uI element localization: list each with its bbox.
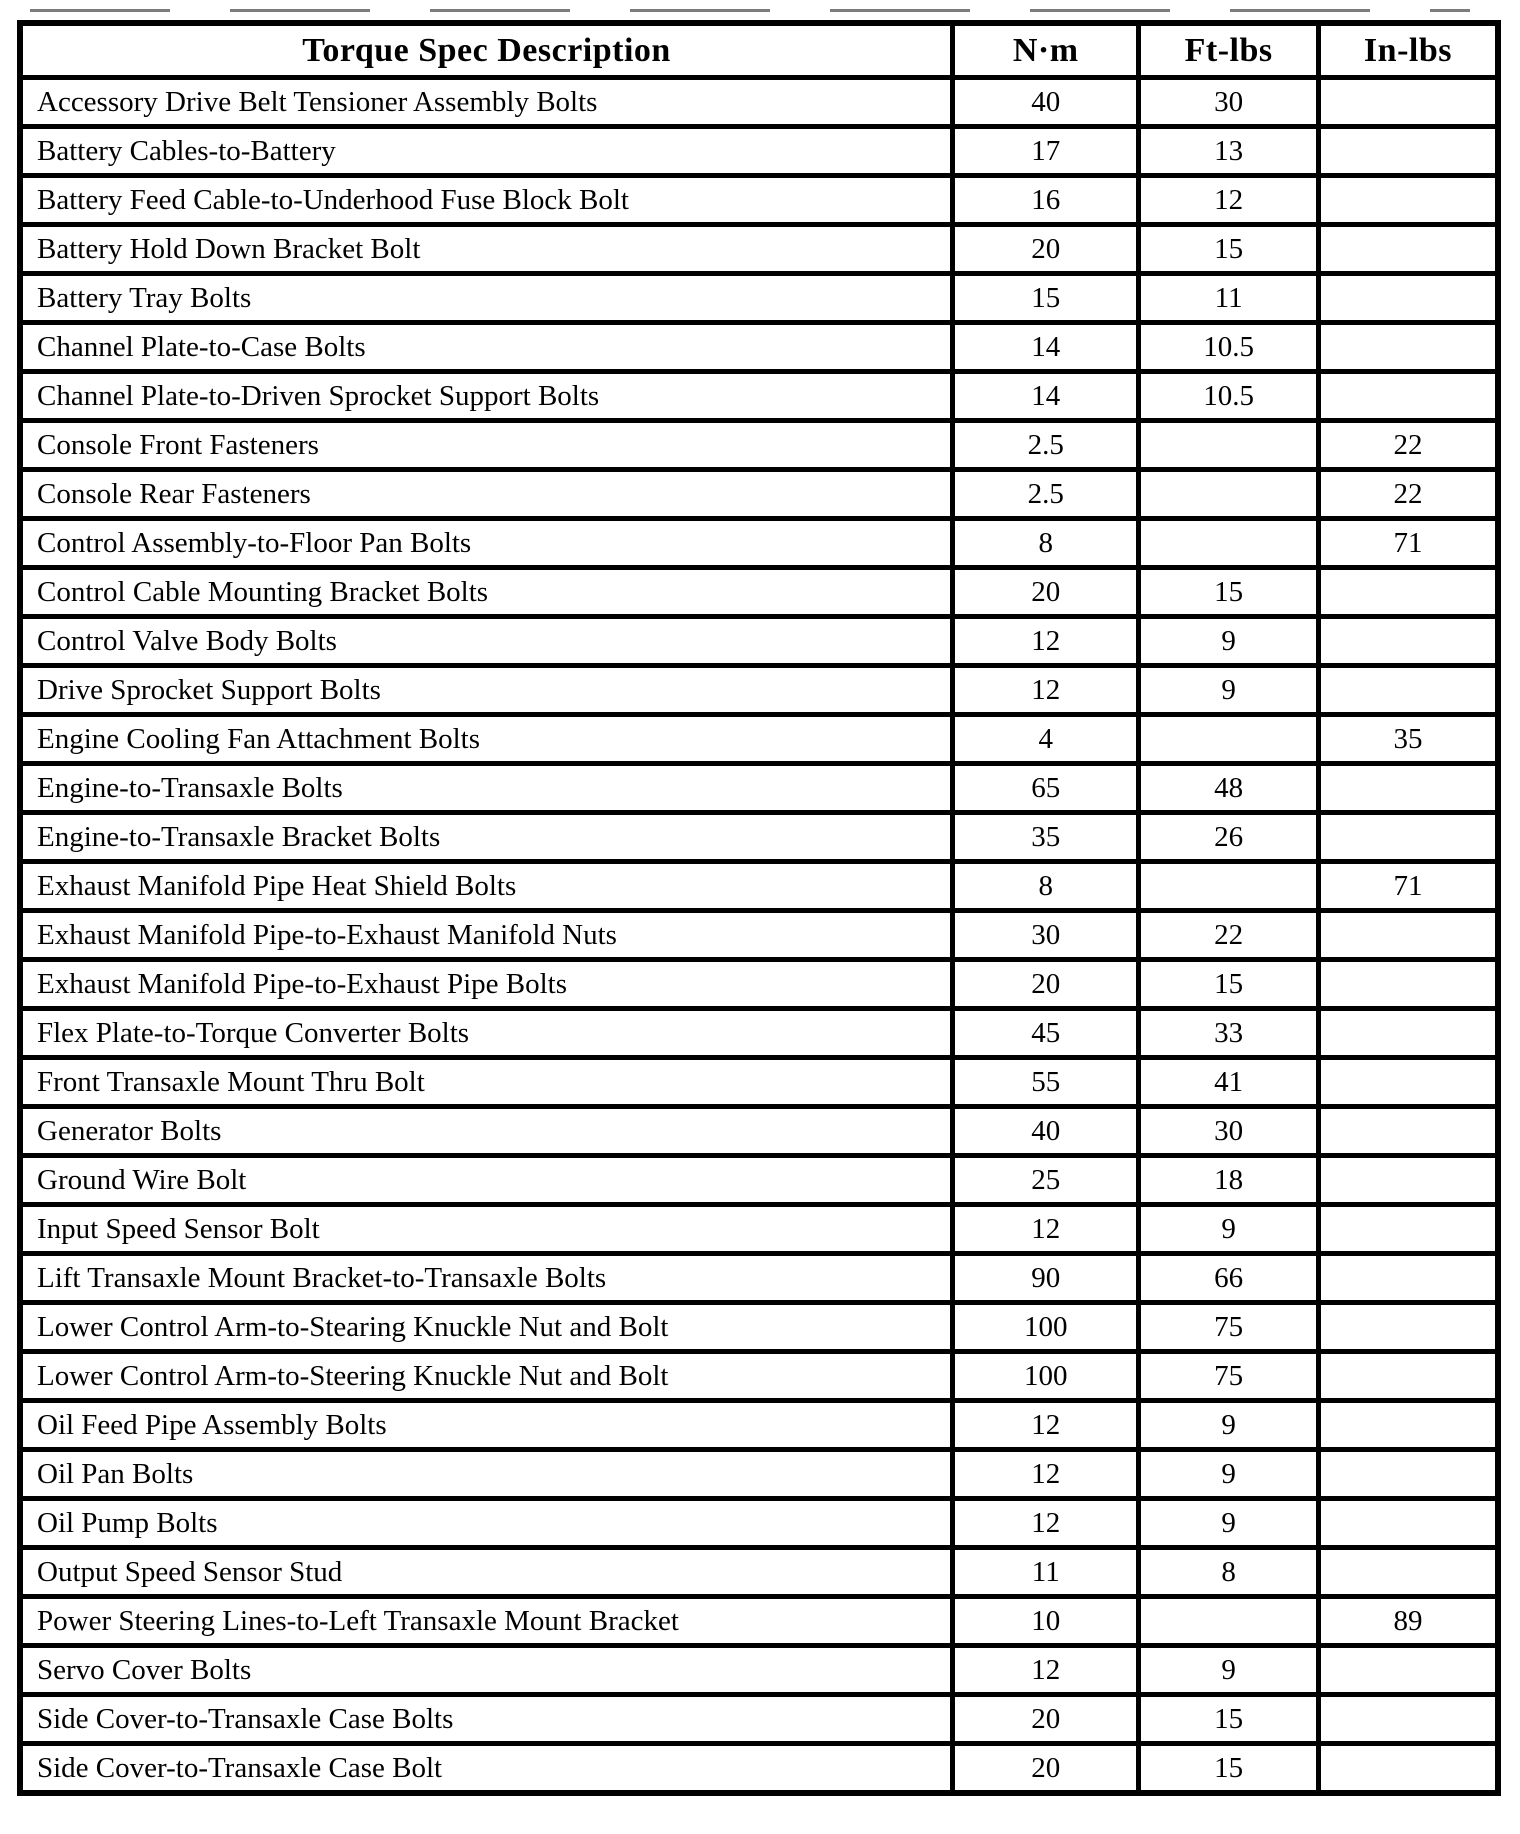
ftlbs-value-cell: 15 [1139, 225, 1319, 274]
spec-description-cell: Oil Feed Pipe Assembly Bolts [20, 1401, 953, 1450]
ftlbs-value-cell: 9 [1139, 666, 1319, 715]
ftlbs-value-cell: 11 [1139, 274, 1319, 323]
ftlbs-value-cell [1139, 421, 1319, 470]
ftlbs-value-cell: 30 [1139, 78, 1319, 127]
ftlbs-value-cell: 9 [1139, 1205, 1319, 1254]
inlbs-value-cell [1318, 911, 1498, 960]
inlbs-value-cell [1318, 372, 1498, 421]
table-row [20, 911, 1498, 960]
ftlbs-value-cell: 10.5 [1139, 323, 1319, 372]
table-row [20, 813, 1498, 862]
spec-description-cell: Engine Cooling Fan Attachment Bolts [20, 715, 953, 764]
table-row [20, 1646, 1498, 1695]
nm-value-cell: 20 [953, 1744, 1139, 1794]
inlbs-value-cell [1318, 1499, 1498, 1548]
spec-description-cell: Oil Pan Bolts [20, 1450, 953, 1499]
inlbs-value-cell [1318, 617, 1498, 666]
nm-value-cell: 40 [953, 1107, 1139, 1156]
table-row [20, 666, 1498, 715]
nm-value-cell: 12 [953, 617, 1139, 666]
inlbs-value-cell [1318, 1254, 1498, 1303]
inlbs-value-cell [1318, 274, 1498, 323]
spec-description-cell: Battery Hold Down Bracket Bolt [20, 225, 953, 274]
nm-value-cell: 12 [953, 1450, 1139, 1499]
inlbs-value-cell [1318, 1548, 1498, 1597]
nm-value-cell: 15 [953, 274, 1139, 323]
table-row [20, 78, 1498, 127]
inlbs-value-cell [1318, 323, 1498, 372]
spec-description-cell: Control Valve Body Bolts [20, 617, 953, 666]
inlbs-value-cell [1318, 1156, 1498, 1205]
ftlbs-value-cell: 15 [1139, 1744, 1319, 1794]
inlbs-value-cell [1318, 1401, 1498, 1450]
nm-value-cell: 14 [953, 323, 1139, 372]
table-row [20, 127, 1498, 176]
spec-description-cell: Front Transaxle Mount Thru Bolt [20, 1058, 953, 1107]
table-row [20, 176, 1498, 225]
table-row [20, 960, 1498, 1009]
nm-value-cell: 100 [953, 1303, 1139, 1352]
ftlbs-value-cell: 48 [1139, 764, 1319, 813]
nm-value-cell: 65 [953, 764, 1139, 813]
inlbs-value-cell [1318, 1450, 1498, 1499]
ftlbs-value-cell: 26 [1139, 813, 1319, 862]
nm-value-cell: 12 [953, 1205, 1139, 1254]
column-header-description: Torque Spec Description [20, 23, 953, 78]
spec-description-cell: Output Speed Sensor Stud [20, 1548, 953, 1597]
nm-value-cell: 2.5 [953, 470, 1139, 519]
column-header-inlbs: In-lbs [1318, 23, 1498, 78]
inlbs-value-cell [1318, 1744, 1498, 1794]
table-row [20, 1009, 1498, 1058]
ftlbs-value-cell: 10.5 [1139, 372, 1319, 421]
ftlbs-value-cell: 13 [1139, 127, 1319, 176]
nm-value-cell: 90 [953, 1254, 1139, 1303]
spec-description-cell: Lower Control Arm-to-Steering Knuckle Nut and Bolt [20, 1352, 953, 1401]
spec-description-cell: Power Steering Lines-to-Left Transaxle Mount Bracket [20, 1597, 953, 1646]
inlbs-value-cell [1318, 78, 1498, 127]
spec-description-cell: Side Cover-to-Transaxle Case Bolts [20, 1695, 953, 1744]
inlbs-value-cell [1318, 1352, 1498, 1401]
table-row [20, 568, 1498, 617]
ftlbs-value-cell: 12 [1139, 176, 1319, 225]
inlbs-value-cell [1318, 127, 1498, 176]
table-row [20, 421, 1498, 470]
table-row [20, 323, 1498, 372]
nm-value-cell: 12 [953, 1646, 1139, 1695]
inlbs-value-cell [1318, 813, 1498, 862]
table-row [20, 519, 1498, 568]
ftlbs-value-cell: 33 [1139, 1009, 1319, 1058]
nm-value-cell: 20 [953, 225, 1139, 274]
table-row [20, 715, 1498, 764]
ftlbs-value-cell: 18 [1139, 1156, 1319, 1205]
ftlbs-value-cell: 8 [1139, 1548, 1319, 1597]
table-row [20, 1303, 1498, 1352]
nm-value-cell: 20 [953, 960, 1139, 1009]
inlbs-value-cell [1318, 1646, 1498, 1695]
ftlbs-value-cell: 9 [1139, 617, 1319, 666]
ftlbs-value-cell [1139, 470, 1319, 519]
ftlbs-value-cell: 75 [1139, 1303, 1319, 1352]
nm-value-cell: 17 [953, 127, 1139, 176]
torque-spec-table [17, 20, 1501, 1796]
nm-value-cell: 8 [953, 519, 1139, 568]
ftlbs-value-cell: 66 [1139, 1254, 1319, 1303]
ftlbs-value-cell: 15 [1139, 1695, 1319, 1744]
ftlbs-value-cell: 22 [1139, 911, 1319, 960]
table-row [20, 274, 1498, 323]
scan-artifact-line [30, 9, 1470, 12]
ftlbs-value-cell: 30 [1139, 1107, 1319, 1156]
spec-description-cell: Input Speed Sensor Bolt [20, 1205, 953, 1254]
spec-description-cell: Battery Cables-to-Battery [20, 127, 953, 176]
table-row [20, 764, 1498, 813]
table-row [20, 1597, 1498, 1646]
spec-description-cell: Console Front Fasteners [20, 421, 953, 470]
nm-value-cell: 45 [953, 1009, 1139, 1058]
spec-description-cell: Generator Bolts [20, 1107, 953, 1156]
table-row [20, 1254, 1498, 1303]
spec-description-cell: Battery Feed Cable-to-Underhood Fuse Block Bolt [20, 176, 953, 225]
nm-value-cell: 20 [953, 1695, 1139, 1744]
table-row [20, 1205, 1498, 1254]
nm-value-cell: 12 [953, 1401, 1139, 1450]
spec-description-cell: Exhaust Manifold Pipe Heat Shield Bolts [20, 862, 953, 911]
inlbs-value-cell [1318, 666, 1498, 715]
inlbs-value-cell [1318, 1107, 1498, 1156]
table-row [20, 470, 1498, 519]
spec-description-cell: Servo Cover Bolts [20, 1646, 953, 1695]
inlbs-value-cell: 35 [1318, 715, 1498, 764]
spec-description-cell: Channel Plate-to-Driven Sprocket Support Bolts [20, 372, 953, 421]
column-header-ftlbs: Ft-lbs [1139, 23, 1319, 78]
nm-value-cell: 40 [953, 78, 1139, 127]
table-row [20, 1548, 1498, 1597]
inlbs-value-cell [1318, 176, 1498, 225]
ftlbs-value-cell: 15 [1139, 568, 1319, 617]
nm-value-cell: 11 [953, 1548, 1139, 1597]
nm-value-cell: 2.5 [953, 421, 1139, 470]
table-row [20, 1499, 1498, 1548]
spec-description-cell: Engine-to-Transaxle Bracket Bolts [20, 813, 953, 862]
ftlbs-value-cell: 9 [1139, 1401, 1319, 1450]
table-row [20, 1107, 1498, 1156]
ftlbs-value-cell: 75 [1139, 1352, 1319, 1401]
ftlbs-value-cell: 41 [1139, 1058, 1319, 1107]
table-row [20, 1450, 1498, 1499]
spec-description-cell: Oil Pump Bolts [20, 1499, 953, 1548]
nm-value-cell: 12 [953, 666, 1139, 715]
ftlbs-value-cell: 9 [1139, 1499, 1319, 1548]
ftlbs-value-cell: 9 [1139, 1450, 1319, 1499]
table-row [20, 225, 1498, 274]
inlbs-value-cell [1318, 568, 1498, 617]
ftlbs-value-cell [1139, 715, 1319, 764]
ftlbs-value-cell: 9 [1139, 1646, 1319, 1695]
spec-description-cell: Channel Plate-to-Case Bolts [20, 323, 953, 372]
nm-value-cell: 20 [953, 568, 1139, 617]
spec-description-cell: Accessory Drive Belt Tensioner Assembly Bolts [20, 78, 953, 127]
inlbs-value-cell [1318, 1695, 1498, 1744]
ftlbs-value-cell [1139, 519, 1319, 568]
table-row [20, 1401, 1498, 1450]
nm-value-cell: 14 [953, 372, 1139, 421]
spec-description-cell: Engine-to-Transaxle Bolts [20, 764, 953, 813]
nm-value-cell: 55 [953, 1058, 1139, 1107]
table-row [20, 862, 1498, 911]
nm-value-cell: 25 [953, 1156, 1139, 1205]
spec-description-cell: Lift Transaxle Mount Bracket-to-Transaxle Bolts [20, 1254, 953, 1303]
nm-value-cell: 10 [953, 1597, 1139, 1646]
table-row [20, 617, 1498, 666]
spec-description-cell: Exhaust Manifold Pipe-to-Exhaust Pipe Bolts [20, 960, 953, 1009]
inlbs-value-cell: 89 [1318, 1597, 1498, 1646]
spec-description-cell: Side Cover-to-Transaxle Case Bolt [20, 1744, 953, 1794]
spec-description-cell: Exhaust Manifold Pipe-to-Exhaust Manifold Nuts [20, 911, 953, 960]
nm-value-cell: 16 [953, 176, 1139, 225]
column-header-nm: N·m [953, 23, 1139, 78]
nm-value-cell: 12 [953, 1499, 1139, 1548]
inlbs-value-cell: 22 [1318, 421, 1498, 470]
header-row [20, 23, 1498, 78]
spec-description-cell: Flex Plate-to-Torque Converter Bolts [20, 1009, 953, 1058]
spec-description-cell: Ground Wire Bolt [20, 1156, 953, 1205]
table-row [20, 1695, 1498, 1744]
spec-description-cell: Control Assembly-to-Floor Pan Bolts [20, 519, 953, 568]
inlbs-value-cell [1318, 1303, 1498, 1352]
inlbs-value-cell [1318, 960, 1498, 1009]
spec-description-cell: Console Rear Fasteners [20, 470, 953, 519]
nm-value-cell: 35 [953, 813, 1139, 862]
ftlbs-value-cell [1139, 1597, 1319, 1646]
spec-description-cell: Lower Control Arm-to-Stearing Knuckle Nut and Bolt [20, 1303, 953, 1352]
table-row [20, 1352, 1498, 1401]
table-row [20, 372, 1498, 421]
inlbs-value-cell [1318, 764, 1498, 813]
nm-value-cell: 4 [953, 715, 1139, 764]
inlbs-value-cell: 22 [1318, 470, 1498, 519]
nm-value-cell: 30 [953, 911, 1139, 960]
nm-value-cell: 8 [953, 862, 1139, 911]
inlbs-value-cell [1318, 1205, 1498, 1254]
inlbs-value-cell [1318, 1058, 1498, 1107]
ftlbs-value-cell: 15 [1139, 960, 1319, 1009]
table-row [20, 1156, 1498, 1205]
spec-description-cell: Control Cable Mounting Bracket Bolts [20, 568, 953, 617]
table-row [20, 1744, 1498, 1794]
spec-description-cell: Battery Tray Bolts [20, 274, 953, 323]
inlbs-value-cell [1318, 1009, 1498, 1058]
nm-value-cell: 100 [953, 1352, 1139, 1401]
ftlbs-value-cell [1139, 862, 1319, 911]
inlbs-value-cell: 71 [1318, 862, 1498, 911]
table-row [20, 1058, 1498, 1107]
inlbs-value-cell [1318, 225, 1498, 274]
inlbs-value-cell: 71 [1318, 519, 1498, 568]
spec-description-cell: Drive Sprocket Support Bolts [20, 666, 953, 715]
